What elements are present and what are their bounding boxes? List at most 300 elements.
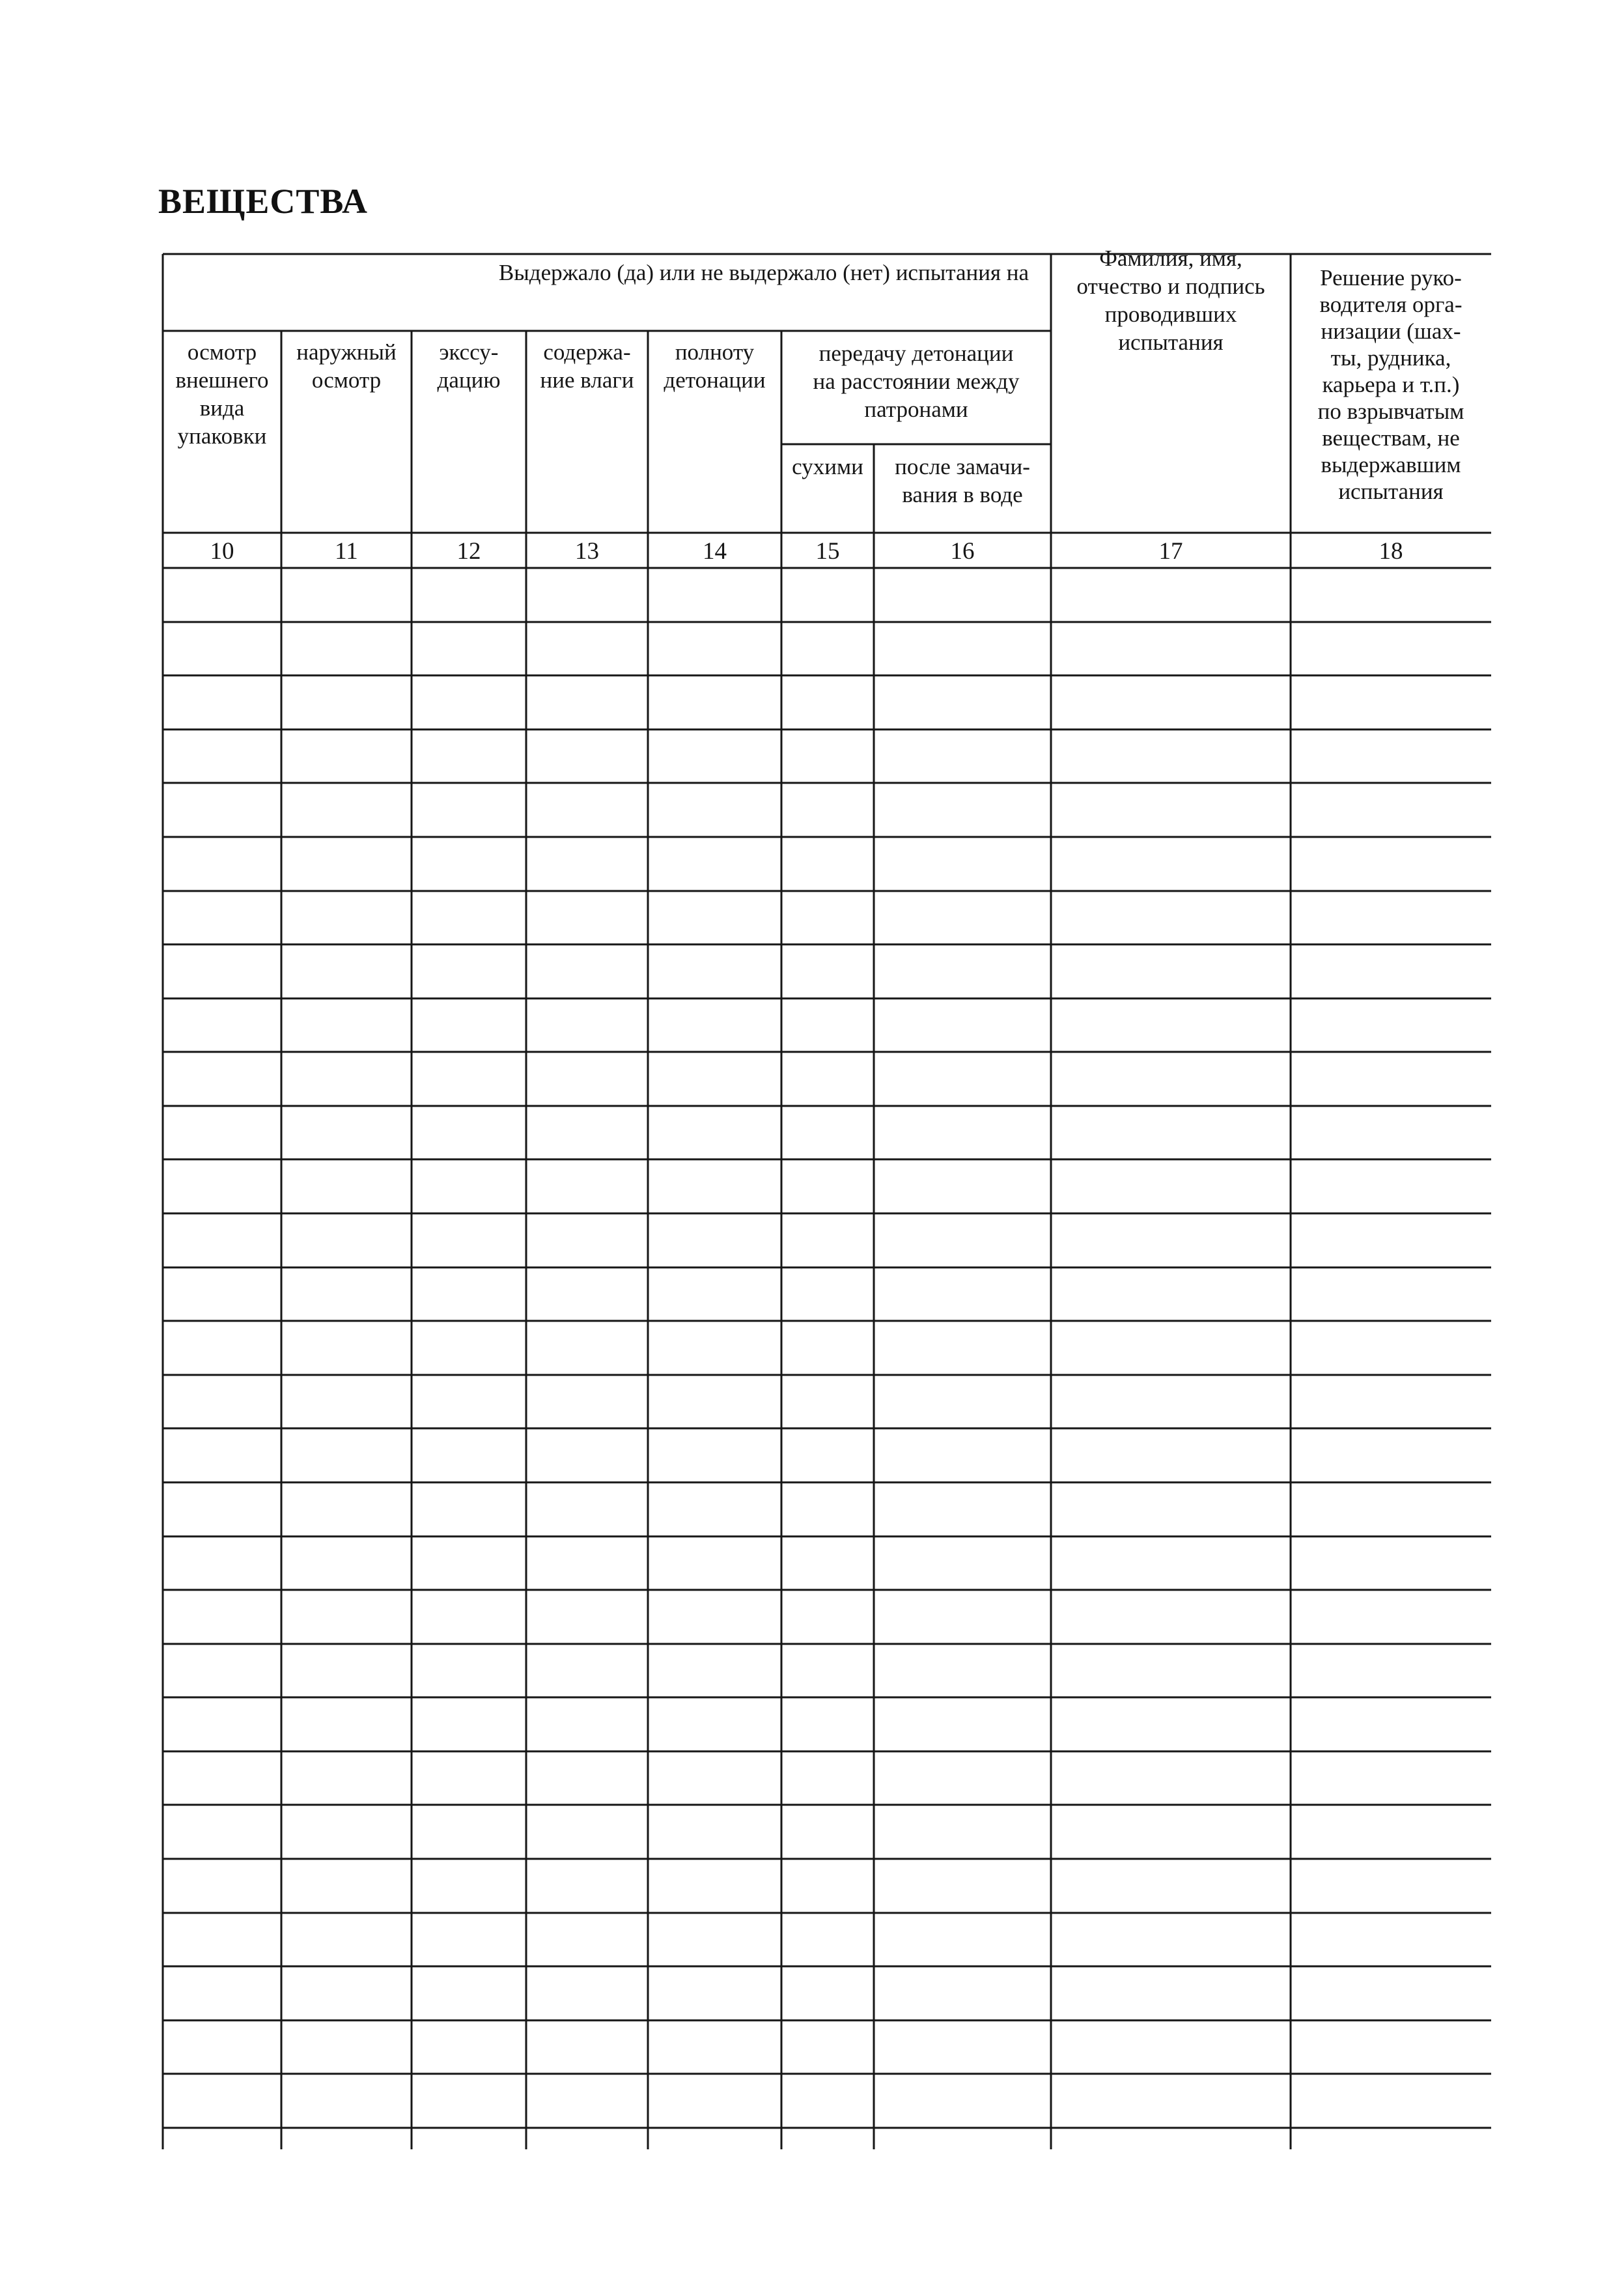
table-cell[interactable] (283, 1430, 410, 1481)
table-cell[interactable] (164, 1376, 280, 1428)
table-cell[interactable] (649, 1699, 780, 1750)
table-cell[interactable] (164, 1000, 280, 1051)
table-cell[interactable] (1052, 1914, 1289, 1966)
table-cell[interactable] (1292, 1484, 1490, 1535)
table-cell[interactable] (1292, 1860, 1490, 1912)
table-cell[interactable] (164, 892, 280, 944)
table-cell[interactable] (783, 838, 873, 890)
table-cell[interactable] (1052, 1860, 1289, 1912)
table-cell[interactable] (1292, 838, 1490, 890)
table-cell[interactable] (783, 1376, 873, 1428)
table-cell[interactable] (413, 569, 525, 621)
table-cell[interactable] (527, 1538, 647, 1589)
table-cell[interactable] (649, 677, 780, 728)
table-cell[interactable] (1292, 1914, 1490, 1966)
table-cell[interactable] (164, 946, 280, 997)
table-cell[interactable] (649, 1968, 780, 2019)
table-cell[interactable] (783, 1215, 873, 1266)
table-cell[interactable] (413, 1968, 525, 2019)
col-17-header: проводивших (1104, 302, 1237, 327)
table-cell[interactable] (527, 1806, 647, 1858)
table-cell[interactable] (649, 731, 780, 782)
table-cell[interactable] (1292, 2022, 1490, 2073)
table-cell[interactable] (413, 2022, 525, 2073)
table-cell[interactable] (164, 623, 280, 675)
table-cell[interactable] (527, 677, 647, 728)
table-cell[interactable] (649, 1538, 780, 1589)
table-cell[interactable] (283, 2022, 410, 2073)
table-cell[interactable] (1292, 1322, 1490, 1374)
table-cell[interactable] (527, 1753, 647, 1804)
table-cell[interactable] (649, 1591, 780, 1643)
col-18-header: по взрывчатым (1317, 399, 1464, 424)
table-cell[interactable] (649, 1484, 780, 1535)
table-cell[interactable] (1052, 1000, 1289, 1051)
col-14-header: полноту (675, 339, 755, 365)
table-cell[interactable] (783, 1753, 873, 1804)
table-cell[interactable] (783, 1000, 873, 1051)
table-cell[interactable] (1292, 1968, 1490, 2019)
table-cell[interactable] (283, 1269, 410, 1320)
table-cell[interactable] (164, 1322, 280, 1374)
table-cell[interactable] (649, 1860, 780, 1912)
table-cell[interactable] (649, 569, 780, 621)
table-cell[interactable] (1292, 946, 1490, 997)
table-cell[interactable] (875, 1591, 1050, 1643)
table-cell[interactable] (875, 1269, 1050, 1320)
table-cell[interactable] (283, 1860, 410, 1912)
table-cell[interactable] (1292, 1699, 1490, 1750)
table-cell[interactable] (1052, 1430, 1289, 1481)
col-18-header: низации (шах- (1321, 318, 1461, 344)
table-cell[interactable] (283, 1914, 410, 1966)
table-cell[interactable] (1052, 2022, 1289, 2073)
table-cell[interactable] (783, 1914, 873, 1966)
table-cell[interactable] (875, 1753, 1050, 1804)
table-cell[interactable] (413, 838, 525, 890)
table-cell[interactable] (875, 1699, 1050, 1750)
table-cell[interactable] (164, 1860, 280, 1912)
table-cell[interactable] (413, 1107, 525, 1159)
table-cell[interactable] (527, 1591, 647, 1643)
table-cell[interactable] (783, 1269, 873, 1320)
table-cell[interactable] (875, 731, 1050, 782)
table-cell[interactable] (413, 1753, 525, 1804)
table-cell[interactable] (413, 1484, 525, 1535)
table-cell[interactable] (649, 1053, 780, 1105)
table-cell[interactable] (783, 1484, 873, 1535)
table-cell[interactable] (783, 1107, 873, 1159)
table-cell[interactable] (1292, 1161, 1490, 1212)
table-cell[interactable] (1052, 1107, 1289, 1159)
table-cell[interactable] (413, 1053, 525, 1105)
table-cell[interactable] (164, 1484, 280, 1535)
table-cell[interactable] (283, 1322, 410, 1374)
table-cell[interactable] (783, 1699, 873, 1750)
table-cell[interactable] (283, 1538, 410, 1589)
table-cell[interactable] (875, 1806, 1050, 1858)
table-cell[interactable] (1052, 1591, 1289, 1643)
col-10-header: вида (199, 395, 245, 421)
table-cell[interactable] (413, 1538, 525, 1589)
table-cell[interactable] (649, 1914, 780, 1966)
table-cell[interactable] (875, 1645, 1050, 1697)
col-18-header: испытания (1338, 479, 1444, 504)
detonation-header: патронами (864, 397, 968, 422)
table-cell[interactable] (783, 1322, 873, 1374)
table-cell[interactable] (283, 1806, 410, 1858)
table-cell[interactable] (1292, 1645, 1490, 1697)
table-cell[interactable] (1292, 1107, 1490, 1159)
col-11-header: наружный (296, 339, 397, 365)
table-cell[interactable] (413, 1000, 525, 1051)
table-cell[interactable] (1052, 1968, 1289, 2019)
table-cell[interactable] (413, 1215, 525, 1266)
table-cell[interactable] (1052, 623, 1289, 675)
table-cell[interactable] (164, 1430, 280, 1481)
table-cell[interactable] (1052, 892, 1289, 944)
table-cell[interactable] (1292, 1215, 1490, 1266)
table-cell[interactable] (164, 1161, 280, 1212)
table-cell[interactable] (413, 623, 525, 675)
table-cell[interactable] (649, 1806, 780, 1858)
table-cell[interactable] (164, 2075, 280, 2127)
table-cell[interactable] (875, 1053, 1050, 1105)
table-cell[interactable] (875, 1161, 1050, 1212)
table-cell[interactable] (164, 569, 280, 621)
column-number: 18 (1379, 538, 1403, 565)
table-cell[interactable] (164, 1914, 280, 1966)
col-10-header: осмотр (187, 339, 257, 365)
table-cell[interactable] (783, 1645, 873, 1697)
table-cell[interactable] (413, 1860, 525, 1912)
table-cell[interactable] (875, 1215, 1050, 1266)
column-number: 14 (703, 538, 727, 565)
table-cell[interactable] (527, 1215, 647, 1266)
table-cell[interactable] (783, 1968, 873, 2019)
column-number: 10 (210, 538, 234, 565)
table-cell[interactable] (1052, 731, 1289, 782)
table-cell[interactable] (1052, 1053, 1289, 1105)
table-cell[interactable] (283, 569, 410, 621)
table-cell[interactable] (527, 892, 647, 944)
table-cell[interactable] (875, 2075, 1050, 2127)
table-cell[interactable] (527, 1430, 647, 1481)
table-cell[interactable] (875, 569, 1050, 621)
table-cell[interactable] (413, 1322, 525, 1374)
table-cell[interactable] (875, 1860, 1050, 1912)
table-cell[interactable] (283, 1484, 410, 1535)
column-number: 15 (815, 538, 840, 565)
table-cell[interactable] (1292, 623, 1490, 675)
table-cell[interactable] (164, 1645, 280, 1697)
table-cell[interactable] (1292, 1430, 1490, 1481)
page-title: ВЕЩЕСТВА (158, 182, 368, 221)
table-cell[interactable] (527, 946, 647, 997)
col-14-header: детонации (664, 367, 766, 393)
table-cell[interactable] (649, 1269, 780, 1320)
table-cell[interactable] (1052, 784, 1289, 836)
table-cell[interactable] (1292, 677, 1490, 728)
col-18-header: Решение руко- (1320, 265, 1462, 290)
table-cell[interactable] (164, 2022, 280, 2073)
table-cell[interactable] (413, 1591, 525, 1643)
table-cell[interactable] (283, 623, 410, 675)
table-cell[interactable] (283, 677, 410, 728)
table-cell[interactable] (875, 838, 1050, 890)
table-cell[interactable] (1292, 1269, 1490, 1320)
table-cell[interactable] (1292, 1538, 1490, 1589)
table-cell[interactable] (413, 2075, 525, 2127)
col-16-header: после замачи- (895, 454, 1030, 479)
table-cell[interactable] (527, 1914, 647, 1966)
table-cell[interactable] (649, 623, 780, 675)
col-11-header: осмотр (311, 367, 382, 393)
table-cell[interactable] (164, 1968, 280, 2019)
table-cell[interactable] (1052, 2075, 1289, 2127)
table-cell[interactable] (649, 892, 780, 944)
table-cell[interactable] (783, 569, 873, 621)
table-cell[interactable] (283, 2075, 410, 2127)
table-cell[interactable] (283, 1753, 410, 1804)
table-cell[interactable] (783, 1538, 873, 1589)
table-cell[interactable] (875, 1376, 1050, 1428)
table-cell[interactable] (527, 1053, 647, 1105)
col-18-header: веществам, не (1322, 425, 1460, 451)
table-cell[interactable] (649, 1645, 780, 1697)
table-cell[interactable] (283, 1000, 410, 1051)
table-cell[interactable] (164, 1699, 280, 1750)
col-13-header: ние влаги (540, 367, 634, 393)
column-number: 17 (1158, 538, 1183, 565)
table-cell[interactable] (649, 2075, 780, 2127)
table-cell[interactable] (1292, 892, 1490, 944)
table-cell[interactable] (875, 1107, 1050, 1159)
table-cell[interactable] (783, 623, 873, 675)
table-cell[interactable] (1052, 1376, 1289, 1428)
table-cell[interactable] (1292, 1753, 1490, 1804)
table-cell[interactable] (1052, 677, 1289, 728)
col-10-header: упаковки (177, 423, 267, 449)
table-cell[interactable] (164, 1107, 280, 1159)
table-cell[interactable] (783, 1053, 873, 1105)
table-cell[interactable] (164, 1215, 280, 1266)
table-cell[interactable] (1052, 1484, 1289, 1535)
table-cell[interactable] (875, 2022, 1050, 2073)
table-cell[interactable] (527, 731, 647, 782)
table-cell[interactable] (283, 1215, 410, 1266)
table-cell[interactable] (413, 1645, 525, 1697)
col-15-header: сухими (792, 454, 863, 479)
table-cell[interactable] (164, 731, 280, 782)
table-cell[interactable] (164, 1806, 280, 1858)
table-cell[interactable] (527, 1484, 647, 1535)
table-cell[interactable] (783, 1860, 873, 1912)
table-cell[interactable] (413, 1699, 525, 1750)
table-cell[interactable] (1052, 1269, 1289, 1320)
table-cell[interactable] (527, 1968, 647, 2019)
table-cell[interactable] (164, 1269, 280, 1320)
table-cell[interactable] (783, 1161, 873, 1212)
table-cell[interactable] (413, 1376, 525, 1428)
table-cell[interactable] (1292, 1053, 1490, 1105)
table-cell[interactable] (875, 1538, 1050, 1589)
table-cell[interactable] (413, 784, 525, 836)
table-cell[interactable] (875, 1914, 1050, 1966)
table-cell[interactable] (413, 1914, 525, 1966)
table-cell[interactable] (527, 1645, 647, 1697)
group-header: Выдержало (да) или не выдержало (нет) испытания на (498, 260, 1029, 285)
table-cell[interactable] (1292, 1591, 1490, 1643)
table-cell[interactable] (875, 677, 1050, 728)
col-18-header: карьера и т.п.) (1322, 372, 1460, 397)
table-cell[interactable] (649, 2022, 780, 2073)
table-cell[interactable] (783, 784, 873, 836)
table-cell[interactable] (527, 1000, 647, 1051)
table-cell[interactable] (283, 1161, 410, 1212)
table-cell[interactable] (283, 1968, 410, 2019)
table-cell[interactable] (413, 892, 525, 944)
col-18-header: выдержавшим (1321, 452, 1461, 477)
table-cell[interactable] (283, 784, 410, 836)
table-cell[interactable] (875, 1000, 1050, 1051)
detonation-header: передачу детонации (819, 341, 1014, 366)
table-cell[interactable] (527, 1107, 647, 1159)
table-cell[interactable] (283, 838, 410, 890)
table-cell[interactable] (875, 1322, 1050, 1374)
col-12-header: экссу- (439, 339, 499, 365)
table-cell[interactable] (283, 1645, 410, 1697)
table-cell[interactable] (1292, 2075, 1490, 2127)
detonation-header: на расстоянии между (813, 369, 1020, 394)
table-cell[interactable] (649, 1322, 780, 1374)
table-cell[interactable] (1052, 1753, 1289, 1804)
col-16-header: вания в воде (902, 482, 1023, 507)
table-cell[interactable] (527, 784, 647, 836)
table-cell[interactable] (164, 784, 280, 836)
table-cell[interactable] (283, 1107, 410, 1159)
table-cell[interactable] (527, 2022, 647, 2073)
table-cell[interactable] (875, 623, 1050, 675)
table-cell[interactable] (783, 2075, 873, 2127)
table-cell[interactable] (1052, 1538, 1289, 1589)
table-cell[interactable] (1052, 1806, 1289, 1858)
table-cell[interactable] (527, 1161, 647, 1212)
table-cell[interactable] (1052, 1645, 1289, 1697)
table-cell[interactable] (283, 731, 410, 782)
table-cell[interactable] (649, 1107, 780, 1159)
table-cell[interactable] (1292, 569, 1490, 621)
table-cell[interactable] (527, 1699, 647, 1750)
table-cell[interactable] (527, 2075, 647, 2127)
table-cell[interactable] (527, 1322, 647, 1374)
table-cell[interactable] (527, 1376, 647, 1428)
table-cell[interactable] (413, 1430, 525, 1481)
table-cell[interactable] (527, 623, 647, 675)
table-cell[interactable] (783, 946, 873, 997)
table-cell[interactable] (283, 1699, 410, 1750)
table-cell[interactable] (413, 1806, 525, 1858)
table-cell[interactable] (527, 838, 647, 890)
table-cell[interactable] (1292, 731, 1490, 782)
table-cell[interactable] (875, 892, 1050, 944)
table-cell[interactable] (875, 1968, 1050, 2019)
table-cell[interactable] (164, 1538, 280, 1589)
table-cell[interactable] (413, 1269, 525, 1320)
table-cell[interactable] (283, 1053, 410, 1105)
table-cell[interactable] (783, 1591, 873, 1643)
table-cell[interactable] (649, 784, 780, 836)
table-cell[interactable] (649, 838, 780, 890)
table-cell[interactable] (1052, 1161, 1289, 1212)
table-cell[interactable] (1292, 784, 1490, 836)
col-10-header: внешнего (175, 367, 269, 393)
table-cell[interactable] (164, 1053, 280, 1105)
table-cell[interactable] (283, 1591, 410, 1643)
table-cell[interactable] (1292, 1000, 1490, 1051)
table-cell[interactable] (413, 946, 525, 997)
table-cell[interactable] (1052, 1699, 1289, 1750)
table-cell[interactable] (875, 946, 1050, 997)
column-number: 16 (950, 538, 975, 565)
table-cell[interactable] (875, 1484, 1050, 1535)
table-cell[interactable] (783, 731, 873, 782)
column-number: 11 (335, 538, 358, 565)
table-cell[interactable] (783, 1430, 873, 1481)
column-number: 12 (456, 538, 481, 565)
col-17-header: Фамилия, имя, (1099, 246, 1242, 271)
table-cell[interactable] (649, 1753, 780, 1804)
table-cell[interactable] (527, 1860, 647, 1912)
table-cell[interactable] (1292, 1376, 1490, 1428)
table-cell[interactable] (649, 1000, 780, 1051)
table-cell[interactable] (875, 1430, 1050, 1481)
table-cell[interactable] (164, 1753, 280, 1804)
table-cell[interactable] (783, 677, 873, 728)
table-cell[interactable] (164, 677, 280, 728)
table-cell[interactable] (413, 677, 525, 728)
table-cell[interactable] (283, 946, 410, 997)
table-cell[interactable] (164, 1591, 280, 1643)
table-cell[interactable] (649, 1430, 780, 1481)
table-cell[interactable] (783, 2022, 873, 2073)
table-cell[interactable] (649, 946, 780, 997)
table-cell[interactable] (413, 731, 525, 782)
table-cell[interactable] (527, 569, 647, 621)
table-cell[interactable] (283, 1376, 410, 1428)
col-13-header: содержа- (543, 339, 631, 365)
table-cell[interactable] (783, 892, 873, 944)
table-cell[interactable] (283, 892, 410, 944)
table-cell[interactable] (1052, 838, 1289, 890)
table-cell[interactable] (649, 1161, 780, 1212)
table-cell[interactable] (1052, 1322, 1289, 1374)
table-cell[interactable] (1292, 1806, 1490, 1858)
table-cell[interactable] (413, 1161, 525, 1212)
table-cell[interactable] (783, 1806, 873, 1858)
table-cell[interactable] (1052, 569, 1289, 621)
col-17-header: отчество и подпись (1076, 274, 1265, 299)
table-cell[interactable] (164, 838, 280, 890)
table-cell[interactable] (527, 1269, 647, 1320)
table-cell[interactable] (875, 784, 1050, 836)
table-cell[interactable] (1052, 1215, 1289, 1266)
table-cell[interactable] (1052, 946, 1289, 997)
table-cell[interactable] (649, 1215, 780, 1266)
column-number: 13 (575, 538, 599, 565)
table-cell[interactable] (649, 1376, 780, 1428)
col-12-header: дацию (437, 367, 501, 393)
